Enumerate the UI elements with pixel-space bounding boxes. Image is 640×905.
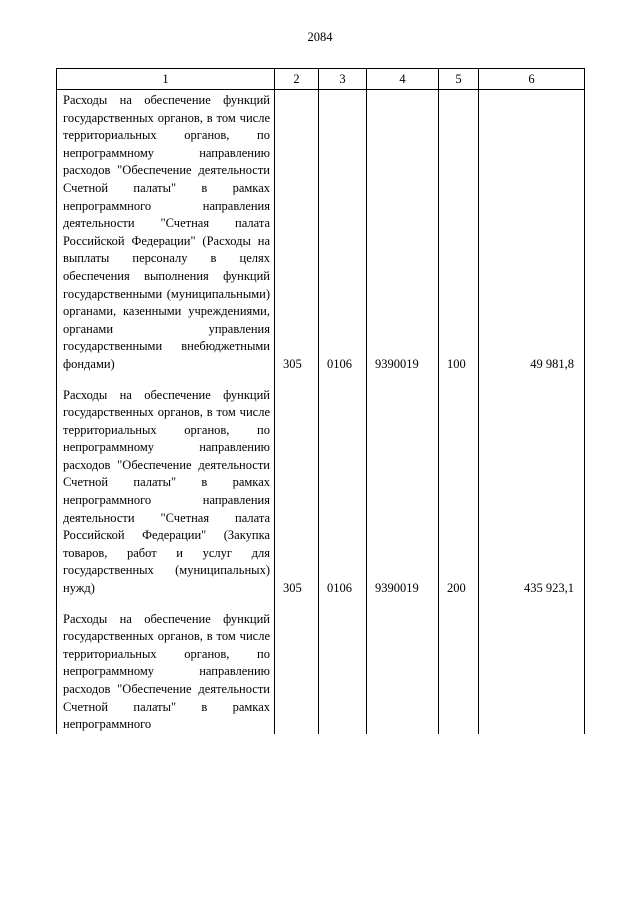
chapter-code (275, 609, 319, 734)
amount-value (479, 609, 585, 734)
column-header-2: 2 (275, 69, 319, 90)
column-header-3: 3 (319, 69, 367, 90)
row-spacer (57, 374, 585, 385)
expense-type-code (439, 609, 479, 734)
column-header-4: 4 (367, 69, 439, 90)
target-code (367, 609, 439, 734)
expense-description: Расходы на обеспечение функций государственных органов, в том числе территориальных органов, по непрограммному направлению расходов "Обеспечение деятельности Счетной палаты" в рамках непрограммного направления деятельности "Счетная палата Российской Федерации" (Закупка товаров, работ и услуг для государственных (муниципальных) нужд) (57, 385, 275, 598)
chapter-code: 305 (275, 385, 319, 598)
target-code: 9390019 (367, 90, 439, 374)
target-code: 9390019 (367, 385, 439, 598)
expense-type-code: 100 (439, 90, 479, 374)
budget-table (56, 68, 585, 734)
column-header-6: 6 (479, 69, 585, 90)
section-code: 0106 (319, 90, 367, 374)
column-header-1: 1 (57, 69, 275, 90)
table-row (57, 609, 585, 734)
amount-value: 435 923,1 (479, 385, 585, 598)
chapter-code: 305 (275, 90, 319, 374)
table-row (57, 385, 585, 598)
expense-type-code: 200 (439, 385, 479, 598)
amount-value: 49 981,8 (479, 90, 585, 374)
expense-description: Расходы на обеспечение функций государственных органов, в том числе территориальных органов, по непрограммному направлению расходов "Обеспечение деятельности Счетной палаты" в рамках непрограммного направления деятельности "Счетная палата Российской Федерации" (Расходы на выплаты персоналу в целях обеспечения выполнения функций государственными (муниципальными) органами, казенными учреждениями, органами управления государственными внебюджетными фондами) (57, 90, 275, 374)
expense-description: Расходы на обеспечение функций государственных органов, в том числе территориальных органов, по непрограммному направлению расходов "Обеспечение деятельности Счетной палаты" в рамках непрограммного (57, 609, 275, 734)
section-code (319, 609, 367, 734)
column-header-5: 5 (439, 69, 479, 90)
table-row (57, 90, 585, 374)
table-header-row (57, 69, 585, 90)
page-number: 2084 (307, 30, 333, 44)
row-spacer (57, 598, 585, 609)
section-code: 0106 (319, 385, 367, 598)
